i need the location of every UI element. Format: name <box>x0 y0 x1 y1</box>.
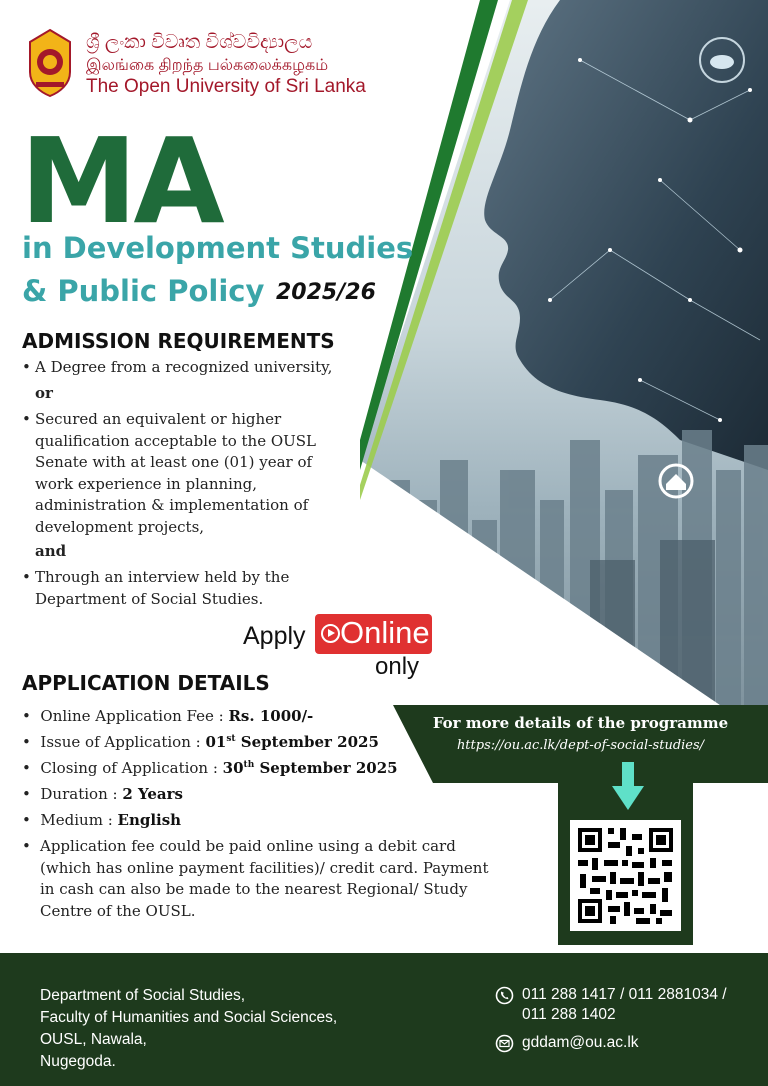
programme-title-line2: & Public Policy <box>22 274 265 308</box>
degree-title: MA <box>20 112 221 250</box>
bullet-icon: • <box>22 785 31 803</box>
detail-closing <box>22 759 398 777</box>
bullet-icon: • <box>22 811 31 829</box>
text-line: Secured an equivalent or higher <box>35 410 282 428</box>
detail-medium <box>22 811 181 829</box>
bullet-icon: • <box>22 410 31 428</box>
text-line: (which has online payment facilities)/ credit card. Payment <box>40 858 489 877</box>
fee-label: Online Application Fee : <box>40 707 229 725</box>
detail-fee <box>22 707 313 725</box>
bullet-icon: • <box>22 733 31 751</box>
university-crest-logo <box>26 28 74 98</box>
programme-url-link[interactable]: https://ou.ac.lk/dept-of-social-studies/ <box>456 738 705 753</box>
issue-label: Issue of Application : <box>40 733 206 751</box>
admission-item-degree <box>22 357 362 379</box>
admission-or: or <box>35 384 53 402</box>
detail-issue <box>22 733 379 751</box>
admission-item-degree-text: A Degree from a recognized university, <box>35 358 333 376</box>
fee-value: Rs. 1000/- <box>228 707 314 725</box>
text-line: in cash can also be made to the nearest Regional/ Study <box>40 880 468 898</box>
text-line: Through an interview held by the <box>35 568 290 586</box>
academic-year: 2025/26 <box>276 280 376 305</box>
text-line: Senate with at least one (01) year of <box>35 453 313 471</box>
arrow-down-icon <box>612 762 644 812</box>
admission-item-interview <box>22 567 362 610</box>
phone-icon <box>495 986 514 1005</box>
hero-ai-face-image <box>360 0 768 720</box>
bullet-icon: • <box>22 759 31 777</box>
duration-value: 2 Years <box>122 785 184 803</box>
university-name-tamil: இலங்கை திறந்த பல்கலைக்கழகம் <box>86 57 329 74</box>
address-line: Department of Social Studies, <box>40 987 246 1004</box>
address-line: Faculty of Humanities and Social Sciences, <box>40 1009 338 1026</box>
bullet-icon: • <box>22 707 31 725</box>
medium-value: English <box>117 811 182 829</box>
bullet-icon: • <box>22 568 31 586</box>
text-line: Centre of the OUSL. <box>40 901 196 920</box>
qr-code[interactable] <box>570 820 681 931</box>
admission-heading: ADMISSION REQUIREMENTS <box>22 329 335 353</box>
application-details-heading: APPLICATION DETAILS <box>22 671 270 695</box>
play-icon <box>321 624 340 643</box>
university-name-english: The Open University of Sri Lanka <box>86 76 366 97</box>
more-details-title: For more details of the programme <box>432 714 729 732</box>
email-icon <box>495 1034 514 1053</box>
issue-suffix: st <box>226 734 236 744</box>
email-address[interactable]: gddam@ou.ac.lk <box>522 1034 639 1051</box>
closing-month-year: September 2025 <box>254 759 398 777</box>
phone-numbers-line1[interactable]: 011 288 1417 / 011 2881034 / <box>522 986 727 1003</box>
closing-day: 30 <box>222 759 244 777</box>
text-line: Application fee could be paid online using a debit card <box>40 837 456 855</box>
duration-label: Duration : <box>40 785 123 803</box>
footer-address <box>40 985 337 1073</box>
programme-title-line1: in Development Studies <box>22 231 414 265</box>
address-line: Nugegoda. <box>40 1053 116 1070</box>
issue-month-year: September 2025 <box>235 733 379 751</box>
medium-label: Medium : <box>40 811 118 829</box>
phone-numbers-line2[interactable]: 011 288 1402 <box>522 1006 616 1023</box>
bullet-icon: • <box>22 837 31 855</box>
online-badge <box>315 614 432 654</box>
text-line: Department of Social Studies. <box>35 589 264 608</box>
detail-duration <box>22 785 183 803</box>
apply-label: Apply <box>243 622 306 650</box>
address-line: OUSL, Nawala, <box>40 1031 147 1048</box>
text-line: administration & implementation of <box>35 496 309 514</box>
online-label: Online <box>340 615 430 650</box>
closing-suffix: th <box>243 760 255 770</box>
bullet-icon: • <box>22 358 31 376</box>
admission-item-equivalent <box>22 409 362 538</box>
text-line: qualification acceptable to the OUSL <box>35 431 317 450</box>
text-line: development projects, <box>35 517 205 536</box>
university-name-sinhala: ශ්‍රී ලංකා විවෘත විශ්වවිද්‍යාලය <box>86 32 313 53</box>
issue-day: 01 <box>205 733 227 751</box>
admission-and: and <box>35 542 67 560</box>
closing-label: Closing of Application : <box>40 759 223 777</box>
only-label: only <box>375 653 420 680</box>
text-line: work experience in planning, <box>35 474 257 493</box>
